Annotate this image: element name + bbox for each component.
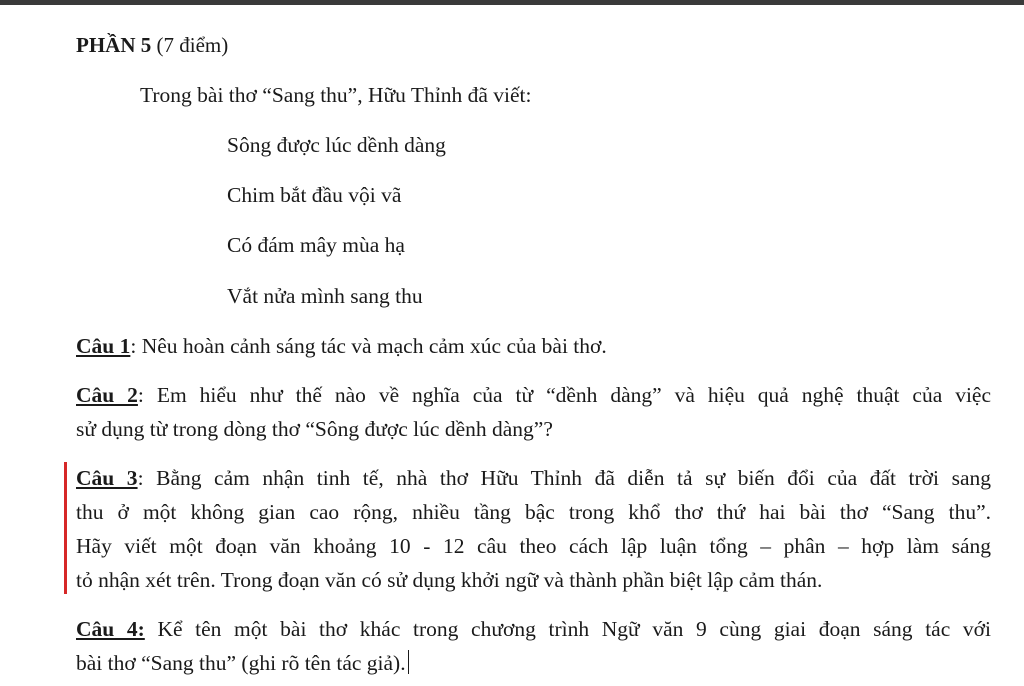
section-heading <box>76 32 228 58</box>
poem-verse-2: Chim bắt đầu vội vã <box>227 183 402 207</box>
section-part-label: PHẦN 5 <box>76 33 152 57</box>
section-points-label: (7 điểm) <box>151 33 229 57</box>
question-1 <box>76 329 991 363</box>
question-3-label: Câu 3 <box>76 466 138 490</box>
poem-verse-4: Vắt nửa mình sang thu <box>227 284 423 308</box>
question-4-text-2: bài thơ “Sang thu” (ghi rõ tên tác giả). <box>76 651 406 675</box>
question-1-label: Câu 1 <box>76 334 131 358</box>
question-4-line-2 <box>76 646 991 680</box>
poem-verse-3: Có đám mây mùa hạ <box>227 233 405 257</box>
question-4-line-1 <box>76 612 991 646</box>
question-2-label: Câu 2 <box>76 383 138 407</box>
question-2 <box>76 378 991 446</box>
question-1-text: : Nêu hoàn cảnh sáng tác và mạch cảm xúc của bài thơ. <box>130 334 607 358</box>
question-2-line-2: sử dụng từ trong dòng thơ “Sông được lúc dềnh dàng”? <box>76 417 553 441</box>
question-3-line-1 <box>76 461 991 495</box>
edit-change-marker <box>64 462 67 594</box>
question-4[interactable] <box>76 612 991 680</box>
question-2-line-1 <box>76 378 991 412</box>
question-3-line-4: tỏ nhận xét trên. Trong đoạn văn có sử dụng khởi ngữ và thành phần biệt lập cảm thán. <box>76 568 823 592</box>
intro-sentence: Trong bài thơ “Sang thu”, Hữu Thỉnh đã viết: <box>140 83 532 107</box>
question-3-line-2: thu ở một không gian cao rộng, nhiều tầng bậc trong khổ thơ thứ hai bài thơ “Sang thu”. <box>76 500 991 524</box>
question-3-text-1: : Bằng cảm nhận tinh tế, nhà thơ Hữu Thỉnh đã diễn tả sự biến đổi của đất trời sang <box>137 466 992 490</box>
question-3[interactable] <box>76 461 991 597</box>
text-cursor <box>408 650 410 674</box>
question-2-text-1: : Em hiểu như thế nào về nghĩa của từ “dềnh dàng” và hiệu quả nghệ thuật của việc <box>137 383 991 407</box>
question-4-label: Câu 4: <box>76 617 145 641</box>
window-top-edge <box>0 0 1024 5</box>
poem-verse-1: Sông được lúc dềnh dàng <box>227 133 446 157</box>
question-1-line-1 <box>76 329 991 363</box>
question-3-line-3: Hãy viết một đoạn văn khoảng 10 - 12 câu theo cách lập luận tổng – phân – hợp làm sáng <box>76 534 991 558</box>
question-4-text-1: Kể tên một bài thơ khác trong chương trình Ngữ văn 9 cùng giai đoạn sáng tác với <box>144 617 991 641</box>
